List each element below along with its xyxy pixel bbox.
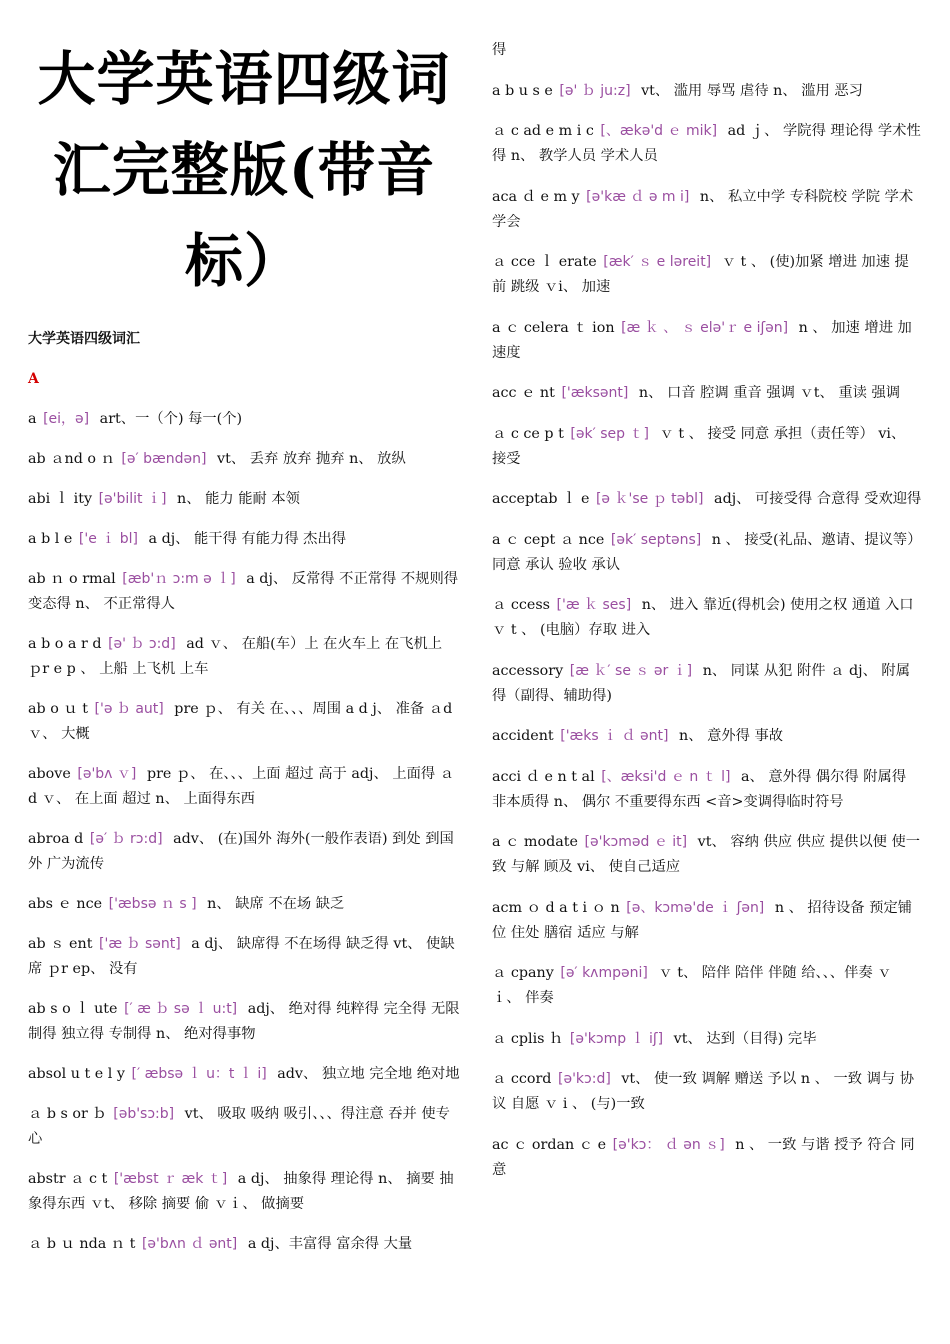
definition: n 、 加速 增进 加速度 (492, 319, 912, 361)
definition: vt、 容纳 供应 供应 提供以便 使一致 与解 顾及 vi、 使自己适应 (492, 834, 921, 875)
vocab-entry (492, 185, 922, 235)
right-column (492, 0, 922, 1183)
document-title: 大学英语四级词汇完整版(带音标） (37, 45, 451, 295)
definition: n、 意外得 事故 (679, 728, 784, 744)
phonetic-transcription: [ə′ ｂ rɔ:d] (89, 831, 163, 847)
phonetic-transcription: ['æ ｋ ses] (556, 597, 632, 613)
definition: adv、 独立地 完全地 绝对地 (277, 1066, 460, 1082)
vocab-word: ａ cce ｌ erate (492, 254, 597, 270)
vocab-entry (28, 827, 460, 877)
section-heading: 大学英语四级词汇 (28, 331, 140, 347)
vocab-word: ａ c ce p t (492, 425, 564, 442)
phonetic-transcription: [、æksi'd ｅ n ｔ l] (601, 768, 731, 785)
vocab-entry (492, 961, 922, 1011)
vocab-word: ab ｎ o rmal (28, 571, 116, 587)
definition: a dj、丰富得 富余得 大量 (247, 1236, 413, 1252)
vocab-word: a b o a r d (28, 636, 102, 652)
vocab-entry (28, 697, 460, 747)
vocab-entry (492, 487, 922, 512)
definition: vt、 吸取 吸纳 吸引、、、得注意 吞并 使专心 (28, 1106, 450, 1147)
vocab-word: ａ cpany (492, 965, 554, 981)
definition: n、 同谋 从犯 附件 ａ dj、 附属得（副得、辅助得) (492, 662, 911, 704)
definition: art、一（个) 每一(个) (99, 411, 243, 427)
vocab-word: ａ b s or ｂ (28, 1106, 107, 1122)
vocab-word: acm ｏ d a t i ｏ n (492, 899, 620, 916)
definition: a dj、 反常得 不正常得 不规则得 变态得 n、 不正常得人 (28, 571, 459, 612)
phonetic-transcription: [′ æbsə ｌ u：t ｌ i] (131, 1066, 267, 1082)
vocab-word: ac ｃ ordan ｃ e (492, 1136, 607, 1153)
definition: n 、 一致 与谐 授予 符合 同意 (492, 1136, 915, 1178)
vocab-word: ａ ccord (492, 1071, 552, 1087)
phonetic-transcription: [ə ｋ'se ｐ təbl] (595, 491, 704, 507)
vocab-word: acceptab ｌ e (492, 491, 590, 507)
definition: a dj、 缺席得 不在场得 缺乏得 vt、 使缺席 ｐr ep、 没有 (28, 936, 455, 977)
phonetic-transcription: [、ækə'd ｅ mik] (600, 123, 718, 139)
letter-heading: A (28, 371, 39, 387)
vocab-entry (492, 1067, 922, 1117)
vocab-entry (28, 487, 460, 512)
definition: pre ｐ、 有关 在、、、周围 a d j、 准备 ａd ｖ、 大概 (28, 701, 453, 742)
phonetic-transcription: [ə'kɔ： ｄ ən ｓ] (612, 1136, 725, 1153)
definition: n 、 招待设备 预定铺位 住处 膳宿 适应 与解 (492, 899, 913, 941)
vocab-word: abroa d (28, 831, 84, 847)
definition: n、 进入 靠近(得机会) 使用之权 通道 入口 ｖ t 、 (电脑）存取 进入 (492, 597, 914, 638)
vocab-entry (492, 250, 922, 300)
definition: vt、 达到（目得) 完毕 (673, 1030, 817, 1047)
phonetic-transcription: ['æ ｂ sənt] (99, 936, 181, 952)
phonetic-transcription: ['æbst ｒ æk ｔ] (113, 1171, 228, 1187)
definition: vt、 丢弃 放弃 抛弃 n、 放纵 (217, 451, 406, 467)
definition: pre ｐ、 在、、、上面 超过 高于 adj、 上面得 ａd ｖ、 在上面 超过 n、 上面得东西 (28, 766, 455, 807)
vocab-word: ab ａnd o ｎ (28, 451, 115, 467)
phonetic-transcription: [ei，ə] (43, 411, 90, 427)
phonetic-transcription: [ək′ septəns] (610, 531, 702, 548)
right-entry-list (492, 79, 922, 1183)
vocab-word: ａ ccess (492, 597, 550, 613)
phonetic-transcription: ['æksənt] (561, 385, 629, 401)
phonetic-transcription: [æk′ ｓ e ləreit] (603, 254, 712, 270)
phonetic-transcription: [æ ｋ′ se ｓ ər ｉ] (569, 662, 693, 679)
vocab-entry (28, 892, 460, 917)
definition: a、 意外得 偶尔得 附属得 非本质得 n、 偶尔 不重要得东西 <音>变调得临时符号 (492, 768, 907, 810)
vocab-word: a b l e (28, 531, 73, 547)
definition: ad ｊ、 学院得 理论得 学术性得 n、 教学人员 学术人员 (492, 123, 921, 164)
vocab-entry (492, 528, 922, 578)
phonetic-transcription: [ə′ bændən] (121, 451, 207, 467)
vocab-word: ab ｓ ent (28, 936, 93, 952)
phonetic-transcription: [ə'bʌn ｄ ənt] (141, 1236, 238, 1252)
phonetic-transcription: [æ ｋ 、 ｓ elə'ｒ e iʃən] (621, 319, 789, 336)
vocab-word: acci ｄ e n t al (492, 768, 595, 785)
vocab-entry (28, 567, 460, 617)
vocab-entry (492, 593, 922, 643)
phonetic-transcription: [ə′ kʌmpəni] (560, 965, 648, 981)
vocab-entry (492, 119, 922, 169)
vocab-entry (28, 997, 460, 1047)
vocab-word: abs ｅ nce (28, 896, 103, 912)
vocab-word: accessory (492, 662, 564, 679)
vocab-entry (492, 724, 922, 749)
vocab-entry (492, 79, 922, 104)
phonetic-transcription: ['ə ｂ aut] (94, 701, 164, 717)
definition: n、 私立中学 专科院校 学院 学术 学会 (492, 188, 914, 230)
definition: ｖ t 、 (使)加紧 增进 加速 提前 跳级 ｖi、 加速 (492, 254, 909, 295)
left-column (28, 0, 460, 1257)
phonetic-transcription: [ə'bʌ ｖ] (77, 766, 137, 782)
definition: ｖ t 、 接受 同意 承担（责任等） vi、 接受 (492, 425, 906, 467)
vocab-word: a b u s e (492, 82, 553, 99)
phonetic-transcription: [ə'kæ ｄ ə m i] (586, 188, 690, 205)
definition: ad ｖ、 在船(车）上 在火车上 在飞机上 ｐr e p 、 上船 上飞机 上车 (28, 636, 443, 677)
vocab-entry (28, 762, 460, 812)
phonetic-transcription: [ə'kɔmp ｌ iʃ] (569, 1030, 664, 1047)
vocab-word: ａ cplis ｈ (492, 1030, 564, 1047)
vocab-entry (492, 422, 922, 472)
continuation-text: 得 (492, 42, 507, 58)
phonetic-transcription: [ə'kɔməd ｅ it] (584, 834, 688, 850)
definition: a dj、 能干得 有能力得 杰出得 (148, 531, 347, 547)
vocab-entry (492, 659, 922, 709)
phonetic-transcription: ['æks ｉ ｄ ənt] (560, 728, 669, 744)
definition: vt、 滥用 辱骂 虐待 n、 滥用 恶习 (641, 82, 863, 99)
phonetic-transcription: [′ æ ｂ sə ｌ u:t] (124, 1001, 238, 1017)
definition: n、 能力 能耐 本领 (177, 491, 300, 507)
vocab-word: acc ｅ nt (492, 385, 555, 401)
vocab-entry (28, 632, 460, 682)
vocab-word: a (28, 411, 37, 427)
vocab-entry (492, 830, 922, 880)
phonetic-transcription: [æb'ｎ ɔ:m ə ｌ] (122, 571, 236, 587)
vocab-entry (492, 381, 922, 406)
vocab-entry (28, 1102, 460, 1152)
vocab-word: abstr ａ c t (28, 1171, 108, 1187)
vocab-entry (28, 527, 460, 552)
phonetic-transcription: ['æbsə ｎ s ] (108, 896, 197, 912)
phonetic-transcription: [ək′ sep ｔ] (570, 425, 649, 442)
definition: n 、 接受(礼品、邀请、提议等） 同意 承认 验收 承认 (492, 531, 922, 573)
vocab-entry (28, 407, 460, 432)
phonetic-transcription: [ə' ｂ ju:z] (559, 82, 631, 99)
vocab-entry (492, 765, 922, 815)
vocab-entry (492, 316, 922, 366)
definition: adj、 可接受得 合意得 受欢迎得 (714, 491, 922, 507)
vocab-entry (28, 1232, 460, 1257)
vocab-entry (28, 1167, 460, 1217)
vocab-entry (492, 1133, 922, 1183)
phonetic-transcription: [ə、kɔmə'de ｉ ʃən] (626, 899, 765, 916)
definition: a dj、 抽象得 理论得 n、 摘要 抽象得东西 ｖt、 移除 摘要 偷 ｖｉ、 做摘要 (28, 1171, 454, 1212)
vocab-word: ab o ｕ t (28, 701, 88, 717)
vocab-word: ａ b ｕ nda ｎ t (28, 1236, 136, 1252)
vocab-entry (492, 1027, 922, 1052)
vocab-word: above (28, 766, 71, 782)
definition: adj、 绝对得 纯粹得 完全得 无限制得 独立得 专制得 n、 绝对得事物 (28, 1001, 460, 1042)
vocab-entry (492, 896, 922, 946)
vocab-entry (28, 447, 460, 472)
definition: ｖ t、 陪伴 陪伴 伴随 给、、、伴奏 ｖ ｉ、 伴奏 (492, 965, 892, 1006)
vocab-entry (28, 932, 460, 982)
vocab-word: a ｃ modate (492, 834, 578, 850)
phonetic-transcription: [ə' ｂ ɔ:d] (108, 636, 176, 652)
left-entry-list (28, 407, 460, 1257)
phonetic-transcription: [ə'bilit ｉ] (98, 491, 167, 507)
vocab-word: a ｃ cept ａ nce (492, 531, 605, 548)
vocab-word: ab s o ｌ ute (28, 1001, 118, 1017)
vocab-word: absol u t e l y (28, 1066, 125, 1082)
phonetic-transcription: [ə'kɔ:d] (558, 1071, 611, 1087)
vocab-entry (28, 1062, 460, 1087)
vocab-word: a ｃ celera ｔ ion (492, 319, 615, 336)
vocab-word: accident (492, 728, 554, 744)
vocab-word: aca ｄ e m y (492, 188, 580, 205)
definition: n、 口音 腔调 重音 强调 ｖt、 重读 强调 (638, 385, 901, 401)
phonetic-transcription: ['e ｉ bl] (78, 531, 138, 547)
phonetic-transcription: [əb'sɔ:b] (113, 1106, 175, 1122)
definition: vt、 使一致 调解 赠送 予以 n 、 一致 调与 协议 自愿 ｖ i 、 (与)一致 (492, 1071, 915, 1112)
vocab-word: ａ c ad e m i c (492, 123, 594, 139)
vocab-word: abi ｌ ity (28, 491, 93, 507)
definition: adv、 (在)国外 海外(一般作表语) 到处 到国外 广为流传 (28, 831, 454, 872)
definition: n、 缺席 不在场 缺乏 (207, 896, 345, 912)
